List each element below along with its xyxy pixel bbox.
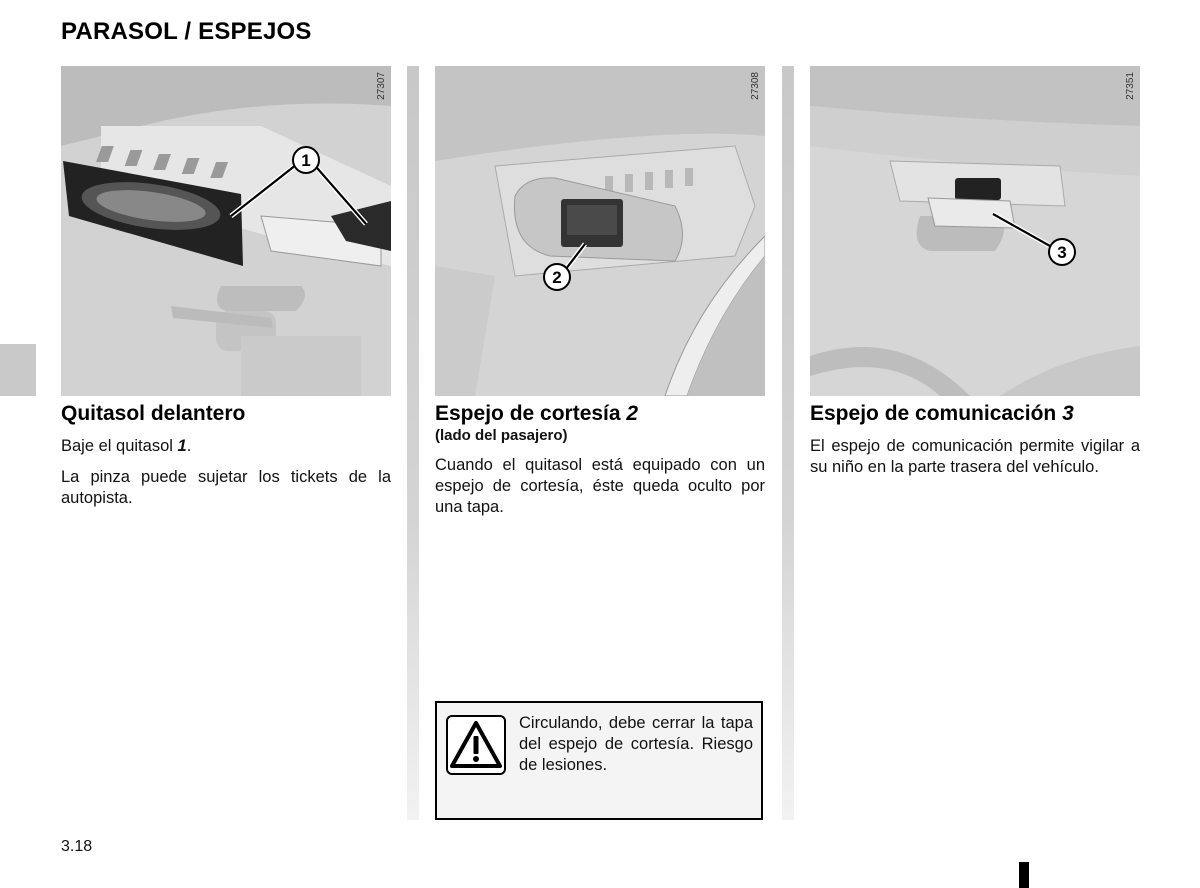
warning-box xyxy=(435,701,763,820)
column-divider xyxy=(407,66,419,820)
section-tab xyxy=(0,344,36,396)
column-divider xyxy=(782,66,794,820)
column-vanity-mirror xyxy=(435,66,765,518)
callout-number: 3 xyxy=(1057,243,1067,262)
figure-front-sunvisor xyxy=(61,66,391,396)
paragraph: Baje el quitasol 1. xyxy=(61,437,192,455)
warning-triangle-icon xyxy=(446,715,506,775)
callout-number: 1 xyxy=(301,151,311,170)
section-title: Quitasol delantero xyxy=(61,402,246,425)
column-front-sunvisor xyxy=(61,66,391,509)
figure-code: 27351 xyxy=(1125,72,1136,100)
corner-mark xyxy=(1019,862,1029,888)
figure-vanity-mirror xyxy=(435,66,765,396)
paragraph: El espejo de comunicación permite vigilar a su niño en la parte trasera del vehículo. xyxy=(810,437,1140,476)
page-title: PARASOL / ESPEJOS xyxy=(61,18,312,45)
callout-number: 2 xyxy=(552,268,562,287)
section-title: Espejo de cortesía 2 xyxy=(435,402,639,425)
page-number: 3.18 xyxy=(61,838,93,855)
column-communication-mirror xyxy=(810,66,1140,478)
warning-text: Circulando, debe cerrar la tapa del espejo de cortesía. Riesgo de lesiones. xyxy=(519,714,753,774)
figure-code: 27308 xyxy=(750,72,761,100)
section-subtitle: (lado del pasajero) xyxy=(435,427,568,444)
section-title: Espejo de comunicación 3 xyxy=(810,402,1074,425)
figure-code: 27307 xyxy=(376,72,387,100)
figure-communication-mirror xyxy=(810,66,1140,396)
paragraph: La pinza puede sujetar los tickets de la autopista. xyxy=(61,468,391,507)
paragraph: Cuando el quitasol está equipado con un espejo de cortesía, éste queda oculto por una tapa. xyxy=(435,456,765,516)
